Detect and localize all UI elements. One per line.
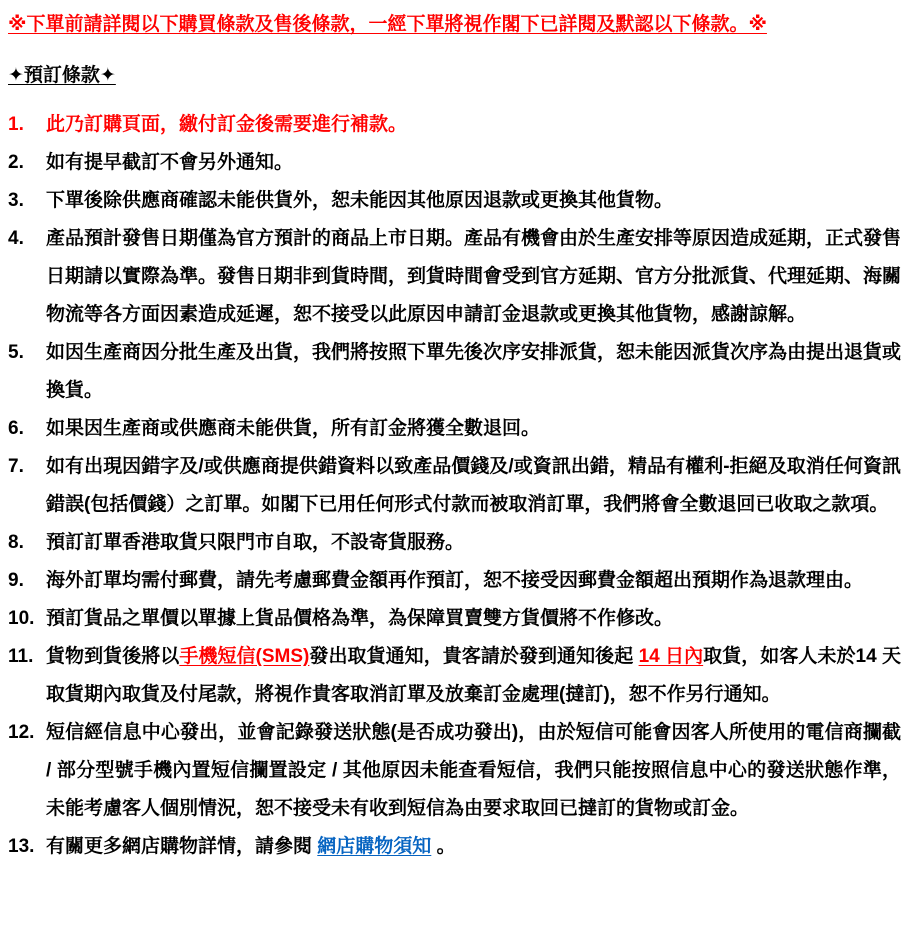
term-number: 1. — [8, 114, 24, 135]
term-item-3 — [8, 182, 903, 220]
term-number: 13. — [8, 836, 35, 857]
term-number: 2. — [8, 152, 24, 173]
term-number: 11. — [8, 646, 34, 667]
term-text-segment: 取貨，如客人未於14 天取貨期內取貨及付尾款，將視作貴客取消訂單及放棄訂金處理(撻訂)，恕不作另行通知。 — [46, 646, 901, 705]
shop-guide-link[interactable]: 網店購物須知 — [317, 836, 432, 857]
term-number: 8. — [8, 532, 24, 553]
term-item-11 — [8, 638, 903, 714]
term-text: 短信經信息中心發出，並會記錄發送狀態(是否成功發出)，由於短信可能會因客人所使用的電信商攔截 / 部分型號手機內置短信攔置設定 / 其他原因未能查看短信，我們只能按照信息中心的發送狀態作準，未能考慮客人個別情況，恕不接受未有收到短信為由要求取回已撻訂的貨物或訂金。 — [46, 722, 901, 819]
term-item-8 — [8, 524, 903, 562]
terms-list — [8, 106, 903, 866]
term-text — [46, 828, 903, 866]
term-text-segment: 貨物到貨後將以 — [46, 646, 180, 667]
term-item-7 — [8, 448, 903, 524]
term-item-5 — [8, 334, 903, 410]
notice-banner: ※下單前請詳閱以下購買條款及售後條款，一經下單將視作閣下已詳閱及默認以下條款。※ — [8, 14, 767, 35]
term-text: 海外訂單均需付郵費，請先考慮郵費金額再作預訂，恕不接受因郵費金額超出預期作為退款理由。 — [46, 570, 864, 591]
pickup-deadline-highlight: 14 日內 — [638, 646, 704, 667]
term-text-segment: 。 — [431, 836, 456, 857]
term-number: 9. — [8, 570, 24, 591]
term-text — [46, 638, 903, 714]
term-text: 如果因生產商或供應商未能供貨，所有訂金將獲全數退回。 — [46, 418, 541, 439]
term-number: 5. — [8, 342, 24, 363]
term-text: 下單後除供應商確認未能供貨外，恕未能因其他原因退款或更換其他貨物。 — [46, 190, 674, 211]
term-item-9 — [8, 562, 903, 600]
term-item-2 — [8, 144, 903, 182]
sms-highlight: 手機短信(SMS) — [179, 646, 310, 667]
term-number: 6. — [8, 418, 24, 439]
term-number: 10. — [8, 608, 35, 629]
term-text: 產品預計發售日期僅為官方預計的商品上市日期。產品有機會由於生產安排等原因造成延期，正式發售日期請以實際為準。發售日期非到貨時間，到貨時間會受到官方延期、官方分批派貨、代理延期、海關物流等各方面因素造成延遲，恕不接受以此原因申請訂金退款或更換其他貨物，感謝諒解。 — [46, 228, 902, 325]
term-text: 此乃訂購頁面，繳付訂金後需要進行補款。 — [46, 114, 408, 135]
term-item-6 — [8, 410, 903, 448]
term-text: 預訂貨品之單價以單據上貨品價格為準，為保障買賣雙方貨價將不作修改。 — [46, 608, 674, 629]
term-number: 3. — [8, 190, 24, 211]
term-text-segment: 發出取貨通知，貴客請於發到通知後起 — [309, 646, 639, 667]
term-text: 如有提早截訂不會另外通知。 — [46, 152, 294, 173]
term-item-4 — [8, 220, 903, 334]
term-item-10 — [8, 600, 903, 638]
term-text-segment: 有關更多網店購物詳情，請參閱 — [46, 836, 318, 857]
term-number: 7. — [8, 456, 24, 477]
term-item-1 — [8, 106, 903, 144]
term-text: 如因生產商因分批生產及出貨，我們將按照下單先後次序安排派貨，恕未能因派貨次序為由提出退貨或換貨。 — [46, 342, 902, 401]
term-item-13 — [8, 828, 903, 866]
term-text: 如有出現因錯字及/或供應商提供錯資料以致產品價錢及/或資訊出錯，精品有權利-拒絕及取消任何資訊錯誤(包括價錢）之訂單。如閣下已用任何形式付款而被取消訂單，我們將會全數退回已收取之款項。 — [46, 456, 901, 515]
term-item-12 — [8, 714, 903, 828]
term-text: 預訂訂單香港取貨只限門市自取，不設寄貨服務。 — [46, 532, 465, 553]
section-title: ✦預訂條款✦ — [8, 65, 116, 86]
term-number: 4. — [8, 228, 24, 249]
term-number: 12. — [8, 722, 35, 743]
